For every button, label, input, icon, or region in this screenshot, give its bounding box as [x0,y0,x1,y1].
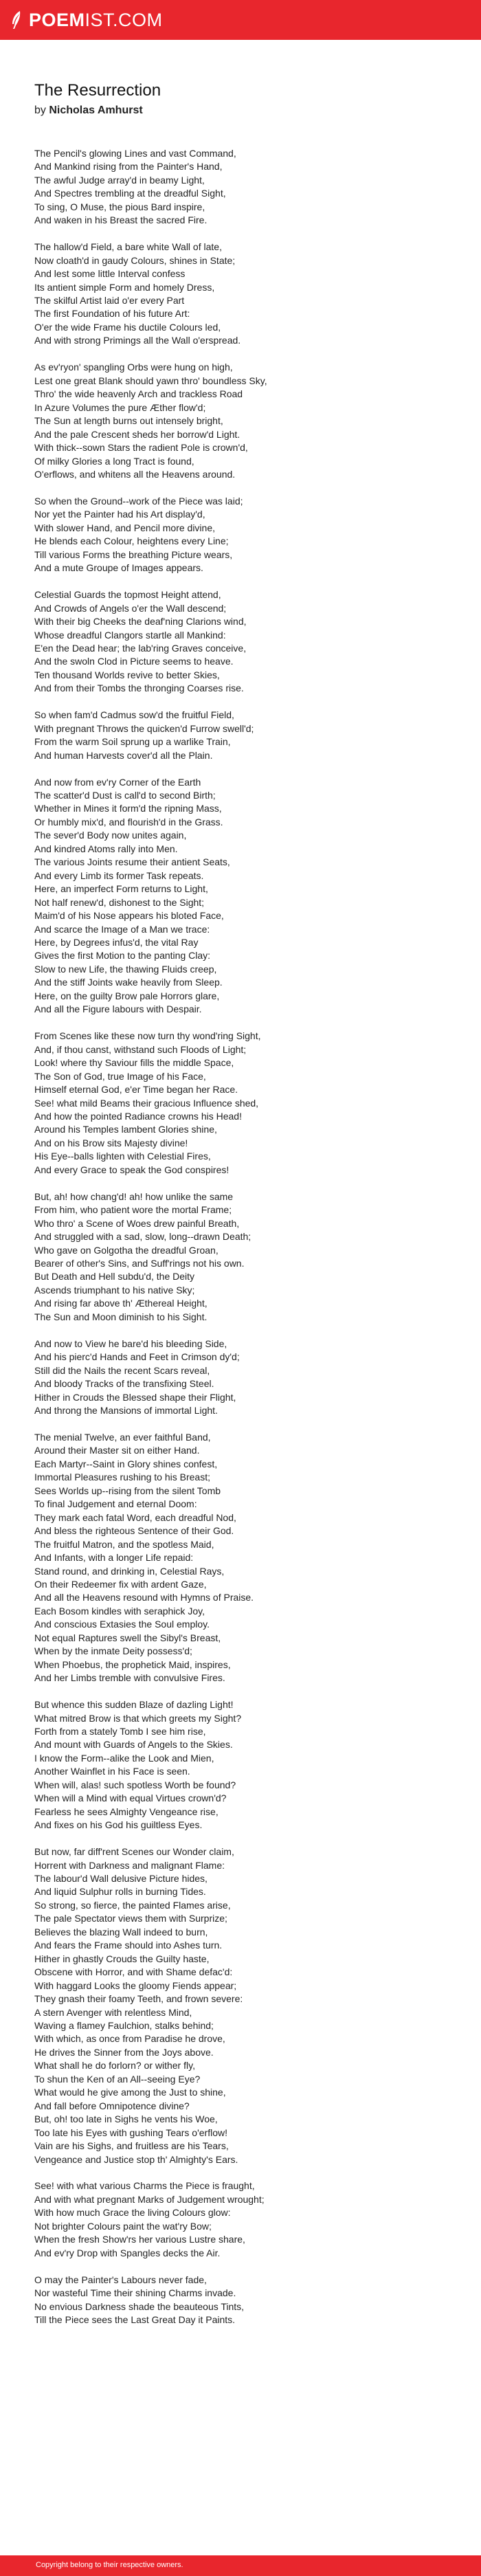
poem-line: He drives the Sinner from the Joys above. [34,2046,214,2058]
poem-line: Each Martyr--Saint in Glory shines confest, [34,1458,218,1469]
poem-line: When by the inmate Deity possess'd; [34,1645,192,1657]
poem-line: With thick--sown Stars the radient Pole is crown'd, [34,442,248,454]
poem-line: Vengeance and Justice stop th' Almighty's Ears. [34,2153,238,2165]
site-footer [0,2555,481,2576]
poem-line: O may the Painter's Labours never fade, [34,2274,207,2285]
stanza [34,361,454,481]
poem-line: And liquid Sulphur rolls in burning Tides. [34,1886,206,1898]
poem-line: With their big Cheeks the deaf'ning Clarions wind, [34,616,247,628]
poem-line: And the swoln Clod in Picture seems to heave. [34,656,234,667]
poem-line: With slower Hand, and Pencil more divine, [34,522,216,533]
poem-line: What would he give among the Just to shine, [34,2087,226,2098]
poem-line: Immortal Pleasures rushing to his Breast; [34,1472,210,1483]
poem-line: When the fresh Show'rs her various Lustre share, [34,2234,245,2245]
poem-line: The labour'd Wall delusive Picture hides, [34,1873,208,1885]
poem-title: The Resurrection [34,81,161,100]
poem-line: He blends each Colour, heightens every Line; [34,535,229,547]
poem-line: Nor wasteful Time their shining Charms invade. [34,2287,236,2299]
byline [34,104,454,118]
poem-line: Ascends triumphant to his native Sky; [34,1284,195,1296]
poem-line: The scatter'd Dust is call'd to second Birth; [34,790,216,801]
poem-line: And all the Figure labours with Despair. [34,1003,202,1015]
poem-line: Here, an imperfect Form returns to Light, [34,883,208,895]
stanza [34,1845,454,2166]
poem-line: See! with what various Charms the Piece is fraught, [34,2180,255,2192]
poem-line: Lest one great Blank should yawn thro' boundless Sky, [34,375,267,386]
poem-line: Still did the Nails the recent Scars reveal, [34,1364,210,1376]
poem-line: Till various Forms the breathing Picture wears, [34,548,233,560]
poem-line: With which, as once from Paradise he drove, [34,2033,225,2045]
poem-line: To shun the Ken of an All--seeing Eye? [34,2073,201,2085]
poem-line: To sing, O Muse, the pious Bard inspire, [34,201,205,212]
stanza [34,1190,454,1324]
poem-line: Who thro' a Scene of Woes drew painful Breath, [34,1217,240,1229]
poem-line: From the warm Soil sprung up a warlike Train, [34,736,231,748]
poem-line: When will, alas! such spotless Worth be found? [34,1779,236,1790]
poem-line: Thro' the wide heavenly Arch and trackless Road [34,388,243,400]
poem-line: And Mankind rising from the Painter's Hand, [34,161,223,173]
poem-body [34,147,454,2327]
poem-line: So when the Ground--work of the Piece was laid; [34,495,243,507]
poem-line: And his pierc'd Hands and Feet in Crimson dy'd; [34,1351,240,1363]
poem-line: And Spectres trembling at the dreadful Sight, [34,188,226,199]
stanza [34,776,454,1017]
poem-line: And Infants, with a longer Life repaid: [34,1552,194,1564]
poem-line: And Crowds of Angels o'er the Wall descend; [34,602,227,614]
poem-line: Till the Piece sees the Last Great Day it Paints. [34,2314,236,2326]
poem-line: When Phoebus, the prophetick Maid, inspires, [34,1658,231,1670]
poem-line: And struggled with a sad, slow, long--drawn Death; [34,1231,251,1243]
poem-line: Who gave on Golgotha the dreadful Groan, [34,1244,219,1256]
stanza [34,1337,454,1418]
poem-line: Each Bosom kindles with seraphick Joy, [34,1605,205,1617]
poem-line: When will a Mind with equal Virtues crown'd? [34,1792,227,1804]
poem-line: In Azure Volumes the pure Æther flow'd; [34,401,206,413]
poem-line: And waken in his Breast the sacred Fire. [34,214,208,226]
poem-line: A stern Avenger with relentless Mind, [34,2006,192,2018]
poem-line: The Sun and Moon diminish to his Sight. [34,1311,208,1322]
site-header [0,0,481,40]
poem-line: And her Limbs tremble with convulsive Fires. [34,1672,225,1684]
poem-line: What shall he do forlorn? or wither fly, [34,2060,195,2072]
poem-line: Not brighter Colours paint the wat'ry Bow; [34,2220,212,2232]
poem-content [34,81,454,2340]
poem-line: But whence this sudden Blaze of dazling Light! [34,1699,234,1711]
poem-line: Here, by Degrees infus'd, the vital Ray [34,937,199,948]
poem-line: And with what pregnant Marks of Judgement wrought; [34,2193,265,2205]
poem-line: So strong, so fierce, the painted Flames arise, [34,1899,231,1911]
poem-line: But now, far diff'rent Scenes our Wonder claim, [34,1846,234,1858]
stanza [34,2274,454,2327]
poem-line: And from their Tombs the thronging Coarses rise. [34,682,244,694]
poem-line: What mitred Brow is that which greets my Sight? [34,1712,242,1724]
poem-line: The Sun at length burns out intensely bright, [34,415,223,427]
poem-line: And bless the righteous Sentence of their God. [34,1525,234,1537]
poem-line: Ten thousand Worlds revive to better Skies, [34,669,220,680]
poem-line: The menial Twelve, an ever faithful Band, [34,1431,211,1443]
poem-line: Hither in ghastly Crouds the Guilty haste, [34,1953,210,1964]
poem-line: Vain are his Sighs, and fruitless are his Tears, [34,2140,229,2152]
poem-line: But, oh! too late in Sighs he vents his Woe, [34,2113,218,2125]
poem-line: The first Foundation of his future Art: [34,308,190,320]
poem-line: And lest some little Interval confess [34,268,186,280]
stanza [34,1431,454,1685]
poem-line: Not equal Raptures swell the Sibyl's Breast, [34,1632,221,1643]
poem-line: With how much Grace the living Colours glow: [34,2207,231,2219]
poem-line: And how the pointed Radiance crowns his Head! [34,1110,242,1122]
poem-line: And the stiff Joints wake heavily from Sleep. [34,977,223,988]
poem-line: The fruitful Matron, and the spotless Maid, [34,1538,214,1550]
poem-line: But Death and Hell subdu'd, the Deity [34,1271,195,1283]
poem-line: On their Redeemer fix with ardent Gaze, [34,1578,207,1590]
poem-line: From Scenes like these now turn thy wond'ring Sight, [34,1030,261,1042]
poem-line: Gives the first Motion to the panting Clay: [34,950,211,962]
poem-line: Around their Master sit on either Hand. [34,1445,200,1456]
poem-line: And the pale Crescent sheds her borrow'd Light. [34,428,240,440]
poem-line: The sever'd Body now unites again, [34,830,187,841]
stanza [34,241,454,348]
poem-line: Stand round, and drinking in, Celestial Rays, [34,1565,225,1577]
poem-line: Fearless he sees Almighty Vengeance rise, [34,1806,219,1817]
stanza [34,147,454,227]
poem-line: The Pencil's glowing Lines and vast Command, [34,148,236,159]
stanza [34,709,454,762]
poem-line: See! what mild Beams their gracious Influence shed, [34,1097,259,1109]
poem-line: So when fam'd Cadmus sow'd the fruitful Field, [34,709,234,721]
poem-line: To final Judgement and eternal Doom: [34,1498,197,1510]
poem-line: And human Harvests cover'd all the Plain. [34,749,213,761]
poem-line: With pregnant Throws the quicken'd Furrow swell'd; [34,722,254,734]
poem-line: E'en the Dead hear; the lab'ring Graves conceive, [34,642,247,654]
poem-line: Celestial Guards the topmost Height attend, [34,589,221,601]
poem-line: O'erflows, and whitens all the Heavens around. [34,468,236,480]
poem-line: And with strong Primings all the Wall o'erspread. [34,335,241,346]
poem-line: Or humbly mix'd, and flourish'd in the Grass. [34,816,223,828]
poem-line: And mount with Guards of Angels to the Skies. [34,1739,233,1751]
copyright-notice: Copyright belong to their respective owners. [36,2561,183,2569]
poem-line: And now from ev'ry Corner of the Earth [34,776,201,788]
poem-line: And every Grace to speak the God conspires! [34,1164,230,1175]
poem-line: From him, who patient wore the mortal Frame; [34,1204,232,1216]
poem-line: And scarce the Image of a Man we trace: [34,923,210,935]
poem-line: And fixes on his God his guiltless Eyes. [34,1819,203,1831]
poem-line: Around his Temples lambent Glories shine, [34,1124,217,1135]
poem-line: They mark each fatal Word, each dreadful Nod, [34,1511,236,1523]
poem-line: Whose dreadful Clangors startle all Mankind: [34,629,226,641]
quill-icon [10,10,23,30]
poem-line: Now cloath'd in gaudy Colours, shines in State; [34,254,236,266]
poem-line: Obscene with Horror, and with Shame defac'd: [34,1966,233,1978]
poem-line: Believes the blazing Wall indeed to burn, [34,1926,208,1937]
poem-line: They gnash their foamy Teeth, and frown severe: [34,1993,243,2005]
poem-line: And all the Heavens resound with Hymns of Praise. [34,1592,254,1603]
poem-line: His Eye--balls lighten with Celestial Fires, [34,1151,211,1162]
site-logo-link[interactable] [10,10,163,30]
by-label: by [34,104,46,116]
poem-line: Look! where thy Saviour fills the middle Space, [34,1057,234,1069]
author-name[interactable]: Nicholas Amhurst [49,104,143,116]
poem-line: With haggard Looks the gloomy Fiends appear; [34,1979,237,1991]
poem-line: And kindred Atoms rally into Men. [34,843,178,854]
poem-line: And a mute Groupe of Images appears. [34,562,203,574]
poem-line: Waving a flamey Faulchion, stalks behind; [34,2020,214,2031]
poem-line: And every Limb its former Task repeats. [34,869,204,881]
stanza [34,1030,454,1177]
poem-line: And now to View he bare'd his bleeding Side, [34,1337,227,1349]
poem-line: The skilful Artist laid o'er every Part [34,295,185,307]
poem-line: And, if thou canst, withstand such Floods of Light; [34,1043,247,1055]
stanza [34,1698,454,1832]
poem-line: Himself eternal God, e'er Time began her Race. [34,1084,238,1096]
poem-line: The Son of God, true Image of his Face, [34,1070,206,1082]
poem-line: Forth from a stately Tomb I see him rise, [34,1725,206,1737]
poem-line: The hallow'd Field, a bare white Wall of late, [34,241,222,253]
poem-line: Sees Worlds up--rising from the silent Tomb [34,1485,221,1496]
poem-line: Slow to new Life, the thawing Fluids creep, [34,963,217,975]
poem-line: And throng the Mansions of immortal Light. [34,1405,218,1417]
poem-line: The pale Spectator views them with Surprize; [34,1913,227,1924]
poem-line: But, ah! how chang'd! ah! how unlike the same [34,1190,234,1202]
stanza [34,495,454,575]
poem-line: Its antient simple Form and homely Dress, [34,281,215,293]
poem-line: Not half renew'd, dishonest to the Sight; [34,896,205,908]
poem-line: And bloody Tracks of the transfixing Steel. [34,1378,214,1390]
poem-line: I know the Form--alike the Look and Mien, [34,1752,214,1764]
poem-line: And ev'ry Drop with Spangles decks the Air. [34,2247,221,2258]
stanza [34,588,454,696]
poem-line: The awful Judge array'd in beamy Light, [34,174,205,186]
poem-line: And rising far above th' Æthereal Height, [34,1298,208,1309]
poem-line: Whether in Mines it form'd the ripning Mass, [34,803,222,814]
poem-line: Here, on the guilty Brow pale Horrors glare, [34,990,220,1001]
poem-line: And fall before Omnipotence divine? [34,2100,190,2111]
poem-line: Horrent with Darkness and malignant Flame: [34,1859,225,1871]
poem-line: Bearer of other's Sins, and Suff'rings not his own. [34,1257,245,1269]
poem-line: Of milky Glories a long Tract is found, [34,455,194,467]
poem-line: Maim'd of his Nose appears his bloted Face, [34,910,224,922]
poem-line: And conscious Extasies the Soul employ. [34,1619,210,1630]
brand-name-light: IST.COM [85,9,163,30]
poem-line: The various Joints resume their antient Seats, [34,856,230,868]
poem-line: Too late his Eyes with gushing Tears o'erflow! [34,2127,228,2138]
poem-line: O'er the wide Frame his ductile Colours led, [34,321,221,333]
brand-name-bold: POEM [29,9,85,30]
poem-line: As ev'ryon' spangling Orbs were hung on high, [34,362,233,373]
poem-line: Nor yet the Painter had his Art display'd, [34,509,205,520]
poem-line: And on his Brow sits Majesty divine! [34,1137,188,1148]
stanza [34,2179,454,2260]
poem-line: No envious Darkness shade the beauteous Tints, [34,2300,245,2312]
poem-line: Hither in Crouds the Blessed shape their Flight, [34,1391,236,1403]
poem-line: Another Wainflet in his Face is seen. [34,1766,190,1777]
poem-line: And fears the Frame should into Ashes turn. [34,1940,223,1951]
